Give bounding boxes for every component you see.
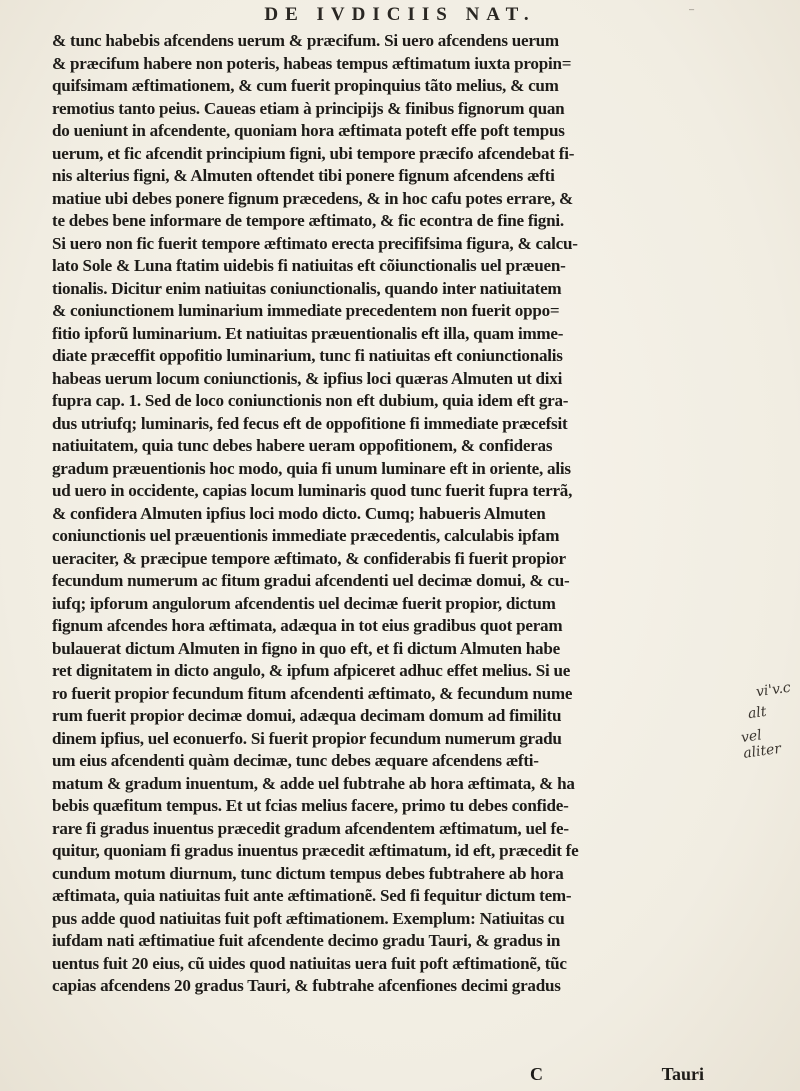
text-line: & confidera Almuten ipfius loci modo dicto. Cumq; habueris Almuten [52,503,546,523]
text-line: bebis quæfitum tempus. Et ut fcias melius facere, primo tu debes confide- [52,796,569,815]
text-line: do ueniunt in afcendente, quoniam hora æftimata poteft effe poft tempus [52,121,565,140]
margin-note: vi'v.c [755,679,792,701]
text-line: ro fuerit propior fecundum fitum afcendenti æftimato, & fecundum nume [52,683,573,703]
text-line: habeas uerum locum coniunctionis, & ipfius loci quæras Almuten ut dixi [52,368,563,388]
text-line: ret dignitatem in dicto angulo, & ipfum afpiceret adhuc effet melius. Si ue [52,661,571,680]
text-line: iufdam nati æftimatiue fuit afcendente decimo gradu Tauri, & gradus in [52,931,561,950]
text-line: dinem ipfius, uel econuerfo. Si fuerit propior fecundum numerum gradu [52,728,562,748]
text-line: Si uero non fic fuerit tempore æftimato erecta precififsima figura, & calcu- [52,233,578,253]
text-line: bulauerat dictum Almuten in figno in quo eft, et fi dictum Almuten habe [52,638,560,658]
text-line: diate præceffit oppofitio luminarium, tunc fi natiuitas eft coniunctionalis [52,346,563,365]
text-line: æftimata, quia natiuitas fuit ante æftimationẽ. Sed fi fequitur dictum tem- [52,886,572,905]
text-line: um eius afcendenti quàm decimæ, tunc debes æquare afcendens æfti- [52,751,539,770]
running-head: DE IVDICIIS NAT. [264,4,536,25]
text-line: gradum præuentionis hoc modo, quia fi unum luminare eft in oriente, alis [52,458,571,478]
text-line: matum & gradum inuentum, & adde uel fubtrahe ab hora æftimata, & ha [52,773,575,793]
text-line: & tunc habebis afcendens uerum & præcifum. Si uero afcendens uerum [52,31,559,50]
text-line: rum fuerit propior decimæ domui, adæqua decimam domum ad fimilitu [52,706,562,725]
catchword: C [530,1064,543,1084]
text-line: fitio ipforũ luminarium. Et natiuitas præuentionalis eft illa, quam imme- [52,323,564,343]
text-line: capias afcendens 20 gradus Tauri, & fubtrahe afcenfiones decimi gradus [52,976,561,995]
text-line: iufq; ipforum angulorum afcendentis uel decimæ fuerit propior, dictum [52,593,556,613]
corner-mark: ⁻ [688,4,695,19]
text-line: fupra cap. 1. Sed de loco coniunctionis non eft dubium, quia idem eft gra- [52,391,569,410]
text-line: coniunctionis uel præuentionis immediate præcedentis, calculabis ipfam [52,526,560,545]
text-line: quifsimam æftimationem, & cum fuerit propinquius tãto melius, & cum [52,76,559,95]
body-text [52,30,792,998]
text-line: tionalis. Dicitur enim natiuitas coniunctionalis, quando inter natiuitatem [52,278,562,298]
text-line: ueraciter, & præcipue tempore æftimato, & confiderabis fi fuerit propior [52,548,566,568]
text-line: dus utriufq; luminaris, fed fecus eft de oppofitione fi immediate præcefsit [52,413,568,433]
text-line: pus adde quod natiuitas fuit poft æftimationem. Exemplum: Natiuitas cu [52,908,565,928]
text-line: remotius tanto peius. Caueas etiam à principijs & finibus fignorum quan [52,98,565,118]
text-line: uentus fuit 20 eius, cũ uides quod natiuitas uera fuit poft æftimationẽ, tũc [52,953,567,973]
text-line: matiue ubi debes ponere fignum præcedens, & in hoc cafu potes errare, & [52,188,573,208]
text-line: natiuitatem, quia tunc debes habere ueram oppofitionem, & confideras [52,436,553,455]
text-line: quitur, quoniam fi gradus inuentus præcedit æftimatum, id eft, præcedit fe [52,841,579,860]
text-line: fignum afcendes hora æftimata, adæqua in tot eius gradibus quot peram [52,616,563,635]
text-line: fecundum numerum ac fitum gradui afcendenti uel decimæ domui, & cu- [52,571,570,590]
margin-note: alt [746,703,768,723]
text-line: & coniunctionem luminarium immediate precedentem non fuerit oppo= [52,301,560,320]
text-line: uerum, et fic afcendit principium figni, ubi tempore præcifo afcendebat fi- [52,143,575,163]
margin-note: vel aliter [740,727,783,762]
text-line: rare fi gradus inuentus præcedit gradum afcendentem æftimatum, uel fe- [52,818,569,838]
text-line: te debes bene informare de tempore æftimato, & fic econtra de fine figni. [52,211,564,230]
text-line: lato Sole & Luna ftatim uidebis fi natiuitas eft cõiunctionalis uel præuen- [52,256,566,275]
text-line: cundum motum diurnum, tunc dictum tempus debes fubtrahere ab hora [52,863,564,883]
signature-mark: Tauri [661,1064,704,1084]
text-line: & præcifum habere non poteris, habeas tempus æftimatum iuxta propin= [52,53,572,73]
text-line: nis alterius figni, & Almuten oftendet tibi ponere fignum afcendens æfti [52,166,555,185]
text-line: ud uero in occidente, capias locum luminaris quod tunc fuerit fupra terrã, [52,481,573,500]
